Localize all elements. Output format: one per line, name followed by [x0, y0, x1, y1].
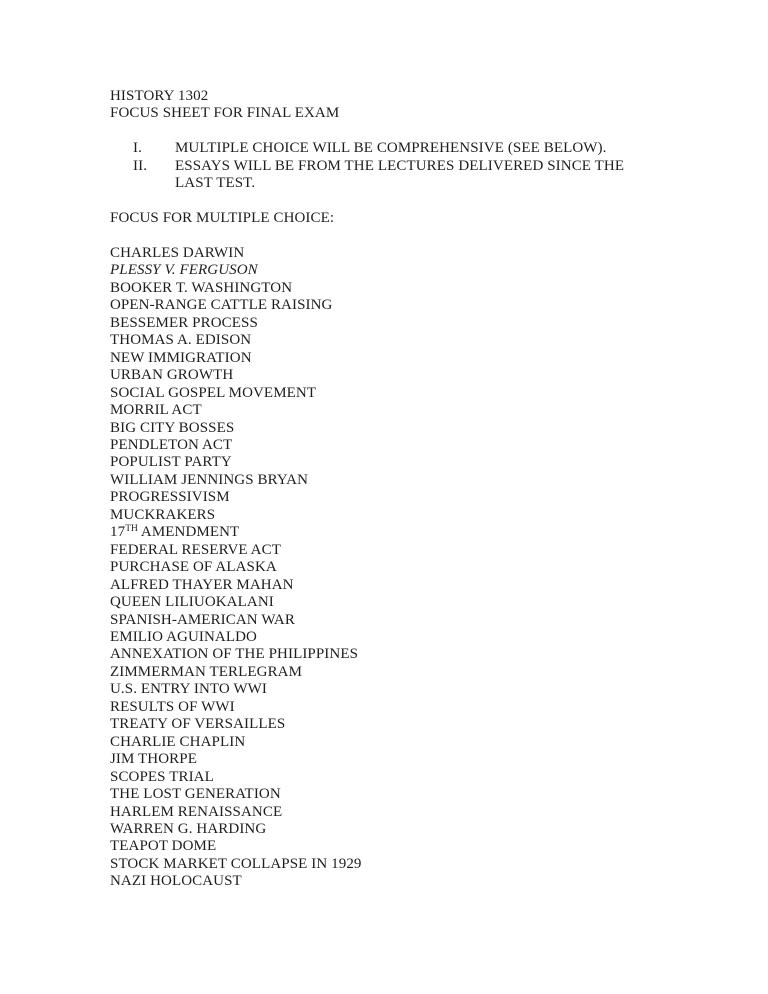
focus-item: MORRIL ACT: [110, 402, 202, 419]
focus-item: ANNEXATION OF THE PHILIPPINES: [110, 646, 359, 663]
spacer: [110, 123, 728, 140]
focus-list: [110, 245, 728, 891]
course-title: HISTORY 1302: [110, 88, 209, 104]
instruction-numeral: II.: [133, 157, 148, 174]
focus-item: THOMAS A. EDISON: [110, 332, 252, 349]
section-heading: FOCUS FOR MULTIPLE CHOICE:: [110, 210, 335, 227]
focus-item: BIG CITY BOSSES: [110, 419, 235, 436]
focus-item: PURCHASE OF ALASKA: [110, 559, 277, 576]
focus-item: JIM THORPE: [110, 751, 197, 768]
spacer: [110, 193, 728, 210]
focus-item: TREATY OF VERSAILLES: [110, 716, 286, 733]
focus-item: PLESSY V. FERGUSON: [110, 262, 258, 279]
focus-item: BESSEMER PROCESS: [110, 314, 258, 331]
instruction-text: ESSAYS WILL BE FROM THE LECTURES DELIVERED SINCE THE LAST TEST.: [175, 157, 625, 192]
focus-item: STOCK MARKET COLLAPSE IN 1929: [110, 855, 362, 872]
focus-item: ALFRED THAYER MAHAN: [110, 576, 294, 593]
focus-item: 17TH AMENDMENT: [110, 524, 240, 541]
focus-item: SCOPES TRIAL: [110, 768, 214, 785]
focus-item: MUCKRAKERS: [110, 506, 216, 523]
document-title: FOCUS SHEET FOR FINAL EXAM: [110, 105, 340, 122]
instruction-numeral: I.: [133, 140, 142, 157]
focus-item: EMILIO AGUINALDO: [110, 629, 257, 645]
focus-item: TEAPOT DOME: [110, 838, 217, 855]
focus-item: BOOKER T. WASHINGTON: [110, 279, 293, 296]
focus-item: OPEN-RANGE CATTLE RAISING: [110, 297, 333, 314]
instruction-list: [110, 140, 728, 192]
focus-item: RESULTS OF WWI: [110, 698, 235, 715]
focus-item: CHARLIE CHAPLIN: [110, 733, 246, 750]
focus-item: URBAN GROWTH: [110, 367, 234, 384]
focus-item: SPANISH-AMERICAN WAR: [110, 611, 295, 628]
instruction-row: [110, 158, 728, 193]
instruction-text: MULTIPLE CHOICE WILL BE COMPREHENSIVE (SEE BELOW).: [175, 140, 607, 157]
focus-item: THE LOST GENERATION: [110, 786, 281, 803]
focus-item: FEDERAL RESERVE ACT: [110, 541, 281, 558]
focus-item: ZIMMERMAN TERLEGRAM: [110, 663, 303, 680]
document-content: [110, 88, 728, 891]
focus-item: CHARLES DARWIN: [110, 245, 245, 262]
focus-item: PROGRESSIVISM: [110, 489, 230, 506]
focus-item: HARLEM RENAISSANCE: [110, 803, 283, 820]
focus-item: POPULIST PARTY: [110, 454, 232, 471]
focus-item: U.S. ENTRY INTO WWI: [110, 681, 268, 698]
instruction-row: [110, 140, 728, 157]
focus-item: NEW IMMIGRATION: [110, 349, 252, 366]
focus-item: WILLIAM JENNINGS BRYAN: [110, 471, 309, 488]
focus-item: NAZI HOLOCAUST: [110, 873, 242, 890]
focus-item: SOCIAL GOSPEL MOVEMENT: [110, 384, 317, 401]
spacer: [110, 228, 728, 245]
focus-item: QUEEN LILIUOKALANI: [110, 594, 274, 611]
focus-item: WARREN G. HARDING: [110, 820, 267, 837]
focus-item: PENDLETON ACT: [110, 437, 233, 454]
